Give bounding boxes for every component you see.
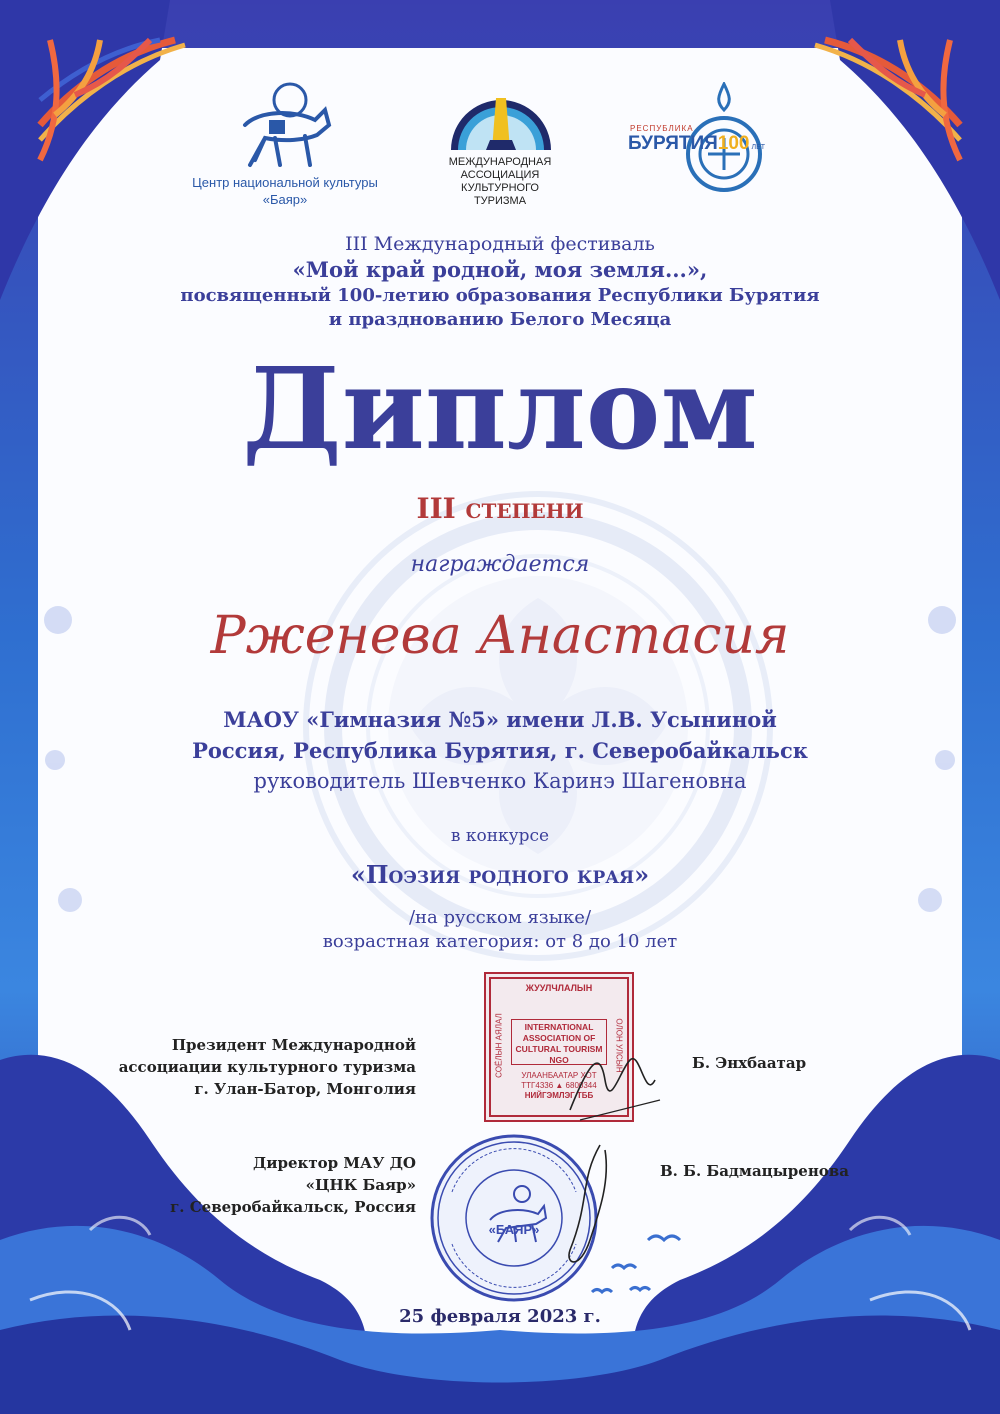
- association-logo-text: [400, 156, 600, 208]
- director-handwritten-signature: [560, 1140, 620, 1290]
- age-category: возрастная категория: от 8 до 10 лет: [322, 931, 678, 952]
- festival-heading: [0, 232, 1000, 332]
- bayar-line2: «Баяр»: [262, 192, 308, 207]
- school-name: МАОУ «Гимназия №5» имени Л.В. Усыниной: [223, 707, 777, 732]
- buryatia-main: БУРЯТИЯ: [628, 133, 718, 154]
- stamp-bottom3: НИЙГЭМЛЭГ ТББ: [524, 1091, 594, 1100]
- buryatia-logo-text: [628, 124, 778, 155]
- president-line2: ассоциации культурного туризма: [118, 1058, 416, 1076]
- stamp-bottom2: ТТГ4336 ▲ 6800344: [521, 1081, 597, 1090]
- festival-line2: «Мой край родной, моя земля...»,: [292, 257, 708, 282]
- festival-line4: и празднованию Белого Месяца: [328, 309, 672, 330]
- assoc-line3: КУЛЬТУРНОГО: [461, 182, 539, 194]
- director-signature-block: [100, 1152, 416, 1218]
- buryatia-num: 100: [717, 133, 750, 154]
- director-name: В. Б. Бадмацыренова: [660, 1162, 849, 1180]
- recipient-details: [0, 704, 1000, 797]
- festival-line3: посвященный 100-летию образования Республики Бурятия: [180, 285, 820, 306]
- horse-logo-icon: [225, 80, 345, 175]
- assoc-line2: АССОЦИАЦИЯ: [460, 169, 540, 181]
- stamp-bottom1: УЛААНБААТАР ХОТ: [521, 1071, 597, 1080]
- contest-name: «Поэзия родного края»: [350, 860, 650, 889]
- director-line2: «ЦНК Баяр»: [305, 1176, 416, 1194]
- president-signature-block: [100, 1034, 416, 1100]
- round-stamp-text: «БАЯР»: [488, 1222, 540, 1237]
- supervisor: руководитель Шевченко Каринэ Шагеновна: [253, 769, 747, 793]
- director-line1: Директор МАУ ДО: [253, 1154, 416, 1172]
- stamp-line4: NGO: [549, 1055, 569, 1065]
- diploma-title: Диплом: [242, 344, 758, 475]
- stamp-top-text: ЖУУЛЧЛАЛЫН: [525, 983, 593, 993]
- awarded-label: награждается: [410, 552, 590, 577]
- president-name: Б. Энхбаатар: [692, 1054, 807, 1072]
- category-info: [0, 906, 1000, 954]
- tourism-association-logo-icon: [446, 80, 556, 154]
- stamp-line3: CULTURAL TOURISM: [515, 1044, 603, 1054]
- stamp-right-text: ОЛОН УЛСЫН: [614, 1018, 624, 1073]
- school-location: Россия, Республика Бурятия, г. Северобайкальск: [192, 738, 808, 763]
- assoc-line4: ТУРИЗМА: [473, 195, 527, 207]
- bayar-logo-text: [170, 174, 400, 208]
- recipient-name: Рженева Анастасия: [210, 606, 790, 666]
- diploma-degree: III степени: [416, 492, 584, 525]
- bayar-line1: Центр национальной культуры: [192, 175, 378, 190]
- director-line3: г. Северобайкальск, Россия: [170, 1198, 416, 1216]
- language-label: /на русском языке/: [408, 907, 592, 928]
- buryatia-small: РЕСПУБЛИКА: [630, 124, 694, 133]
- president-line1: Президент Международной: [171, 1036, 416, 1054]
- stamp-left-text: СОЁЛЫН АЯЛАЛ: [494, 1013, 504, 1078]
- president-handwritten-signature: [560, 1040, 670, 1130]
- festival-line1: III Международный фестиваль: [345, 233, 655, 255]
- assoc-line1: МЕЖДУНАРОДНАЯ: [448, 156, 552, 168]
- president-line3: г. Улан-Батор, Монголия: [194, 1080, 416, 1098]
- award-date: 25 февраля 2023 г.: [399, 1306, 601, 1327]
- buryatia-years: ЛЕТ: [751, 144, 766, 151]
- stamp-line1: INTERNATIONAL: [524, 1022, 594, 1032]
- stamp-line2: ASSOCIATION OF: [522, 1033, 596, 1043]
- contest-intro: в конкурсе: [450, 826, 550, 846]
